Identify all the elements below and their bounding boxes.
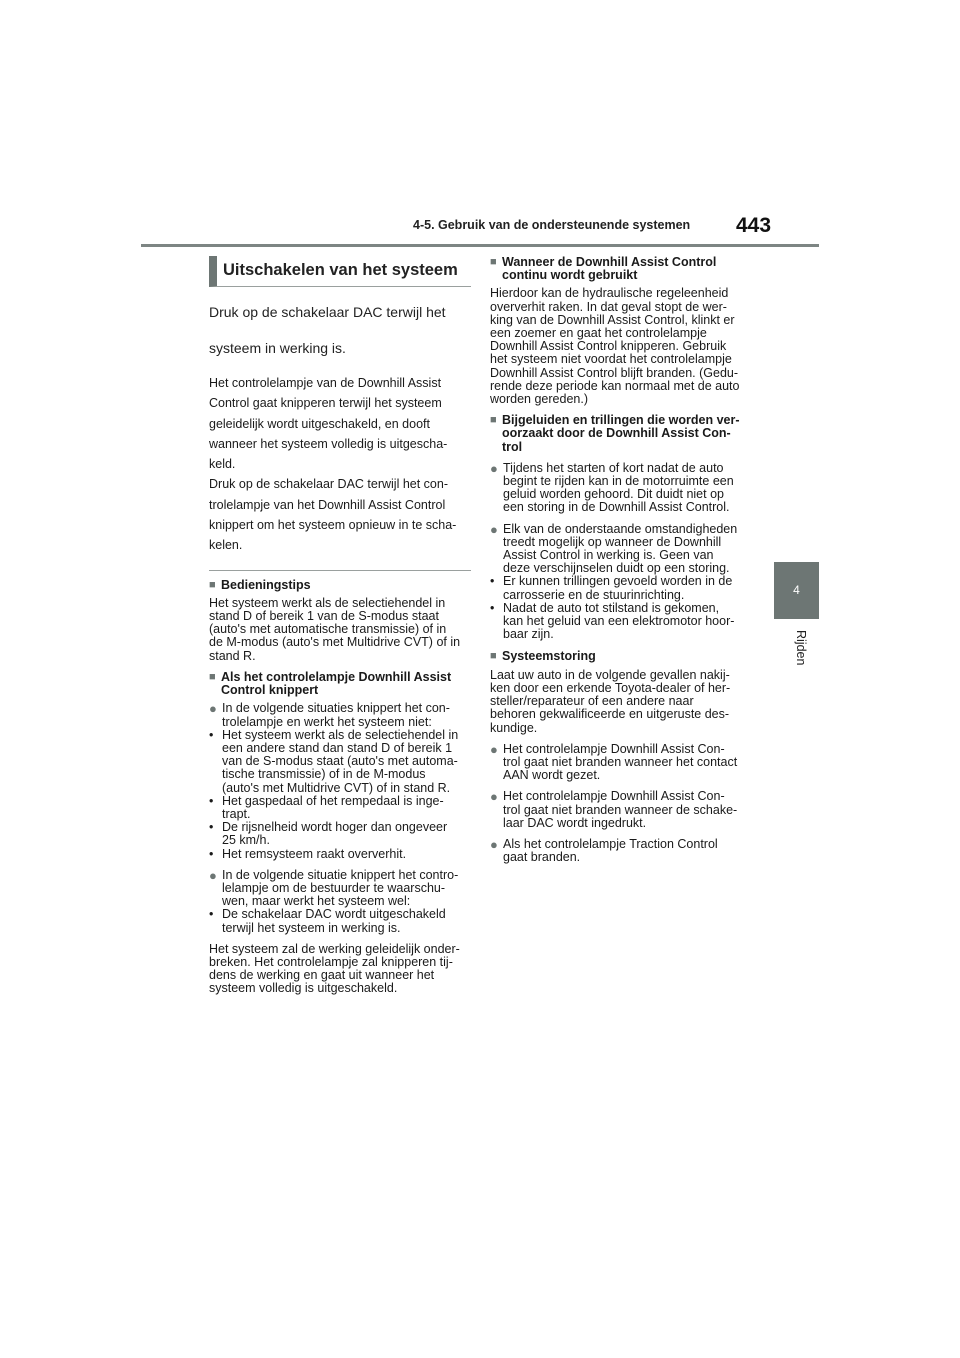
text-line: trol gaat niet branden wanneer het contact [503, 754, 738, 769]
bullet-item [209, 702, 471, 728]
text-line: wanneer het systeem volledig is uitgescha- [209, 436, 448, 451]
dot-bullet-icon: • [209, 793, 214, 808]
subheading-system-failure [490, 650, 752, 663]
bullet-item [490, 790, 752, 830]
text-line: trol gaat niet branden wanneer de schake- [503, 802, 738, 817]
text-line: Het remsysteem raakt oververhit. [222, 846, 407, 861]
square-bullet-icon: ■ [490, 256, 497, 268]
text-line: Het controlelampje Downhill Assist Con- [503, 741, 725, 756]
text-line: Systeemstoring [502, 649, 596, 664]
text-line: oververhit raken. In dat geval stopt de wer- [490, 299, 727, 314]
text-line: oorzaakt door de Downhill Assist Con- [502, 426, 731, 441]
text-line: kundige. [490, 720, 538, 735]
text-line: Assist Control in werking is. Geen van [503, 548, 714, 563]
text-line: rende deze periode kan normaal met de auto [490, 378, 740, 393]
text-line: (auto's met Multidrive CVT) of in stand R. [222, 780, 451, 795]
subheading-continuous-use [490, 256, 752, 282]
paragraph [209, 597, 471, 663]
sub-item-text [503, 602, 734, 642]
text-line: tische transmissie) of in de M-modus [222, 767, 426, 782]
circle-bullet-icon: ● [490, 521, 498, 537]
lead-text [209, 301, 471, 359]
text-line: Nadat de auto tot stilstand is gekomen, [503, 600, 720, 615]
sub-item-text [222, 795, 444, 821]
subheading-text [502, 256, 716, 282]
text-line: breken. Het controlelampje zal knipperen tij- [209, 954, 453, 969]
left-column [209, 256, 471, 996]
right-column [490, 256, 752, 864]
text-line: wen, maar werkt het systeem wel: [222, 894, 411, 909]
dot-bullet-icon: • [209, 820, 214, 835]
subheading-text [221, 671, 451, 697]
subheading-text [502, 650, 596, 663]
text-line: het systeem niet voordat het controlelampje [490, 352, 732, 367]
text-line: In de volgende situaties knippert het con- [222, 701, 450, 716]
text-line: treedt mogelijk op wanneer de Downhill [503, 534, 722, 549]
text-line: (auto's met automatische transmissie) of in [209, 622, 447, 637]
text-line: Als het controlelampje Downhill Assist [221, 669, 452, 684]
text-line: behoren gekwalificeerde en uitgeruste des- [490, 707, 730, 722]
text-line: Het systeem zal de werking geleidelijk onder- [209, 941, 460, 956]
text-line: geluid worden gehoord. Dit duidt niet op [503, 487, 724, 502]
square-bullet-icon: ■ [490, 650, 497, 663]
bullet-text [503, 743, 737, 783]
text-line: systeem volledig is uitgeschakeld. [209, 981, 398, 996]
text-line: Wanneer de Downhill Assist Control [502, 255, 717, 269]
sub-item [209, 795, 471, 821]
text-line: deze verschijnselen duidt op een storing. [503, 561, 730, 576]
text-line: systeem in werking is. [209, 340, 346, 356]
paragraph [490, 287, 752, 406]
square-bullet-icon: ■ [209, 670, 216, 683]
text-line: begint te rijden kan in de motorruimte een [503, 474, 734, 489]
subheading-lamp-blinks [209, 671, 471, 697]
circle-bullet-icon: ● [490, 460, 498, 476]
header-rule [141, 244, 819, 247]
text-line: AAN wordt gezet. [503, 768, 601, 783]
dot-bullet-icon: • [209, 907, 214, 922]
sub-item-text [503, 575, 732, 601]
square-bullet-icon: ■ [490, 414, 497, 427]
circle-bullet-icon: ● [490, 741, 498, 757]
subheading-text [221, 579, 311, 592]
text-line: worden gereden.) [490, 392, 588, 407]
text-line: geleidelijk wordt uitgeschakeld, en dooft [209, 416, 430, 431]
sub-item [209, 848, 471, 861]
bullet-item [490, 838, 752, 864]
bullet-item [490, 462, 752, 515]
divider [209, 570, 471, 571]
circle-bullet-icon: ● [490, 789, 498, 805]
text-line: een storing in de Downhill Assist Control. [503, 500, 730, 515]
text-line: kelen. [209, 538, 243, 553]
text-line: Downhill Assist Control blijft branden. (Gedu- [490, 365, 739, 380]
text-line: dens de werking en gaat uit wanneer het [209, 968, 435, 983]
text-line: keld. [209, 457, 236, 472]
chapter-number: 4 [793, 583, 800, 597]
text-line: Als het controlelampje Traction Control [503, 836, 718, 851]
text-line: Downhill Assist Control knipperen. Gebruik [490, 339, 727, 354]
text-line: trol [502, 439, 523, 454]
text-line: De schakelaar DAC wordt uitgeschakeld [222, 907, 446, 922]
sub-item [490, 575, 752, 601]
subheading-bedieningstips [209, 579, 471, 592]
text-line: gaat branden. [503, 850, 581, 865]
text-line: de M-modus (auto's met Multidrive CVT) of in [209, 635, 461, 650]
text-line: knippert om het systeem opnieuw in te scha- [209, 518, 457, 533]
text-line: trolelampje en werkt het systeem niet: [222, 714, 432, 729]
sub-item-text [222, 908, 446, 934]
bullet-text [503, 462, 734, 515]
section-heading: Uitschakelen van het systeem [209, 256, 471, 287]
text-line: van de S-modus staat (auto's met automa- [222, 754, 458, 769]
text-line: lelampje om de bestuurder te waarschu- [222, 880, 446, 895]
text-line: De rijsnelheid wordt hoger dan ongeveer [222, 820, 448, 835]
subheading-text [502, 414, 740, 454]
text-line: een andere stand dan stand D of bereik 1 [222, 740, 453, 755]
subheading-noises [490, 414, 752, 454]
paragraph [490, 669, 752, 735]
text-line: Het controlelampje van de Downhill Assist [209, 376, 442, 390]
circle-bullet-icon: ● [209, 867, 217, 883]
text-line: king van de Downhill Assist Control, klinkt er [490, 312, 735, 327]
text-line: Hierdoor kan de hydraulische regeleenheid [490, 286, 729, 301]
text-line: 25 km/h. [222, 833, 270, 848]
text-line: stand D of bereik 1 van de S-modus staat [209, 609, 439, 624]
text-line: Elk van de onderstaande omstandigheden [503, 521, 738, 536]
sub-item [490, 602, 752, 642]
text-line: laar DAC wordt ingedrukt. [503, 815, 647, 830]
sub-item [209, 821, 471, 847]
bullet-text [503, 838, 718, 864]
text-line: Tijdens het starten of kort nadat de auto [503, 460, 724, 475]
square-bullet-icon: ■ [209, 578, 216, 591]
dot-bullet-icon: • [490, 574, 495, 589]
paragraph [209, 943, 471, 996]
page-number: 443 [736, 214, 772, 237]
bullet-text [503, 523, 737, 576]
text-line: Het gaspedaal of het rempedaal is inge- [222, 793, 444, 808]
bullet-item [490, 743, 752, 783]
text-line: trolelampje van het Downhill Assist Control [209, 497, 446, 512]
dot-bullet-icon: • [209, 727, 214, 742]
text-line: kan het geluid van een elektromotor hoor- [503, 614, 735, 629]
text-line: Druk op de schakelaar DAC terwijl het con- [209, 477, 448, 492]
text-line: steller/reparateur of een andere naar [490, 694, 694, 709]
text-line: baar zijn. [503, 627, 554, 642]
text-line: stand R. [209, 648, 256, 663]
text-line: trapt. [222, 806, 251, 821]
intro-text [209, 373, 471, 556]
sub-item [209, 729, 471, 795]
text-line: Control gaat knipperen terwijl het systeem [209, 396, 442, 411]
sub-item-text [222, 821, 447, 847]
sub-item-text [222, 848, 406, 861]
text-line: terwijl het systeem in werking is. [222, 920, 401, 935]
bullet-text [503, 790, 737, 830]
circle-bullet-icon: ● [490, 836, 498, 852]
sub-item-text [222, 729, 458, 795]
text-line: Bijgeluiden en trillingen die worden ver- [502, 413, 740, 428]
text-line: ken door een erkende Toyota-dealer of her- [490, 680, 731, 695]
sub-item [209, 908, 471, 934]
bullet-item [209, 869, 471, 909]
text-line: Het systeem werkt als de selectiehendel in [222, 727, 459, 742]
text-line: Er kunnen trillingen gevoeld worden in de [503, 574, 733, 589]
bullet-text [222, 869, 458, 909]
text-line: Bedieningstips [221, 577, 311, 592]
dot-bullet-icon: • [209, 846, 214, 861]
text-line: Het controlelampje Downhill Assist Con- [503, 789, 725, 804]
text-line: Control knippert [221, 683, 319, 698]
bullet-text [222, 702, 450, 728]
bullet-item [490, 523, 752, 576]
section-title: 4-5. Gebruik van de ondersteunende systemen [413, 218, 691, 232]
circle-bullet-icon: ● [209, 701, 217, 717]
text-line: een zoemer en gaat het controlelampje [490, 326, 707, 341]
text-line: Laat uw auto in de volgende gevallen nakij- [490, 667, 730, 682]
text-line: In de volgende situatie knippert het contro- [222, 867, 459, 882]
text-line: continu wordt gebruikt [502, 268, 638, 283]
dot-bullet-icon: • [490, 600, 495, 615]
text-line: carrosserie en de stuurinrichting. [503, 587, 685, 602]
text-line: Het systeem werkt als de selectiehendel in [209, 595, 446, 610]
chapter-label: Rijden [794, 630, 808, 666]
text-line: Druk op de schakelaar DAC terwijl het [209, 304, 446, 320]
